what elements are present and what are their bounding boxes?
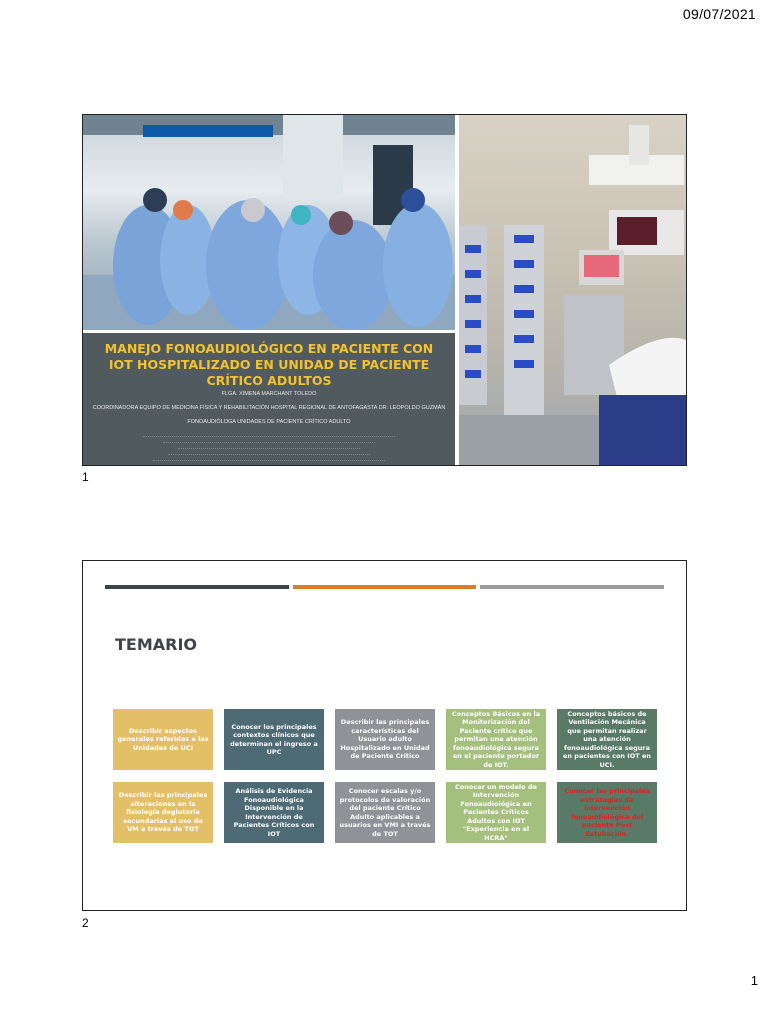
topic-box-4: Conceptos Básicos en la Monitorización del Paciente crítico que permitan una atención fonoaudiológica segura en el paciente portador de IOT. [446, 709, 546, 770]
topic-box-8: Conocer escalas y/o protocolos de valoración del paciente Crítico Adulto aplicables a usuarios en VMI a través de TOT [335, 782, 435, 843]
fine-print [123, 431, 415, 463]
slide-title: TEMARIO [115, 635, 198, 654]
topic-box-1: Describir aspectos generales referidos a las Unidades de UCI [113, 709, 213, 770]
author-unit: FONOAUDIÓLOGA UNIDADES DE PACIENTE CRÍTICO ADULTO [187, 419, 351, 425]
topic-box-5: Conceptos básicos de Ventilación Mecánica que permitan realizar una atención fonoaudiológica segura en pacientes con IOT en UCI. [557, 709, 657, 770]
icu-equipment-illustration [459, 115, 686, 465]
topic-box-3: Describir las principales características del Usuario adulto Hospitalizado en Unidad de Paciente Crítico [335, 709, 435, 770]
accent-bar-2 [293, 585, 476, 589]
slide-2 [82, 560, 687, 911]
author-role: COORDINADORA EQUIPO DE MEDICINA FÍSICA Y REHABILITACIÓN HOSPITAL REGIONAL DE ANTOFAGASTA DR. LEOPOLDO GUZMÁN [92, 405, 446, 411]
slide-number-2: 2 [82, 916, 89, 930]
slide-1 [82, 114, 687, 466]
topic-box-2: Conocer los principales contextos clínicos que determinan el ingreso a UPC [224, 709, 324, 770]
presentation-title: MANEJO FONOAUDIOLÓGICO EN PACIENTE CON IOT HOSPITALIZADO EN UNIDAD DE PACIENTE CRÍTICO ADULTOS [104, 341, 434, 388]
topic-box-6: Describir las principales alteraciones en la fisiología deglutoria secundarias al uso de VM a través de TOT [113, 782, 213, 843]
topic-box-7: Análisis de Evidencia Fonoaudiológica Disponible en la Intervención de Pacientes Críticos con IOT [224, 782, 324, 843]
icu-team-illustration [83, 115, 455, 330]
topic-box-10: Conocer las principales estrategias de intervención fonoaudiológica del paciente Post Extubación. [557, 782, 657, 843]
accent-bar-3 [480, 585, 664, 589]
accent-bar-1 [105, 585, 289, 589]
slide-number-1: 1 [82, 470, 89, 484]
print-date: 09/07/2021 [682, 6, 756, 22]
title-panel [83, 333, 455, 465]
author-name: FLGA. XIMENA MARCHANT TOLEDO [221, 391, 317, 397]
icu-equipment-photo [459, 115, 686, 465]
icu-team-photo [83, 115, 455, 330]
page-number: 1 [750, 973, 758, 988]
topic-box-9: Conocer un modelo de Intervención Fonoaudiológica en Pacientes Críticos Adultos con IOT "Experiencia en el HCRA" [446, 782, 546, 843]
